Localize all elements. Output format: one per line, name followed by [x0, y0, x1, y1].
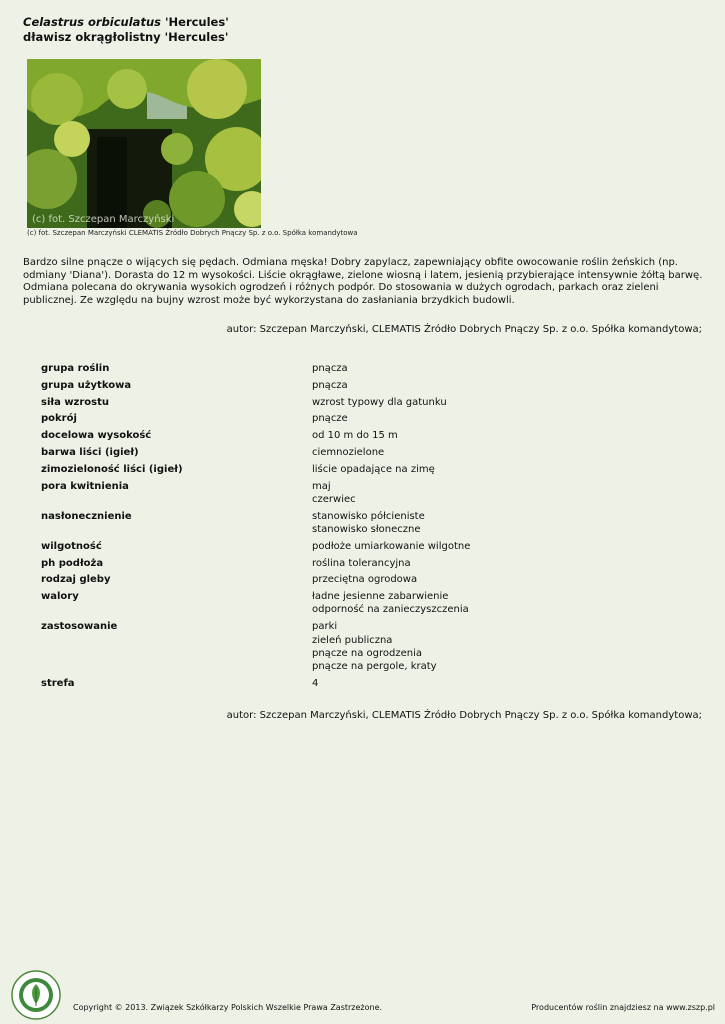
property-label: docelowa wysokość [41, 430, 152, 442]
photo-watermark: (c) fot. Szczepan Marczyński [32, 214, 175, 225]
property-values [312, 446, 384, 459]
property-value: wzrost typowy dla gatunku [312, 396, 447, 408]
properties-table [41, 362, 701, 694]
property-label: rodzaj gleby [41, 574, 111, 586]
property-values [312, 557, 411, 570]
property-values [312, 677, 318, 690]
property-label: zastosowanie [41, 621, 118, 633]
property-label: siła wzrostu [41, 396, 110, 408]
property-row [41, 412, 701, 425]
property-values [312, 590, 469, 617]
property-label: wilgotność [41, 540, 102, 552]
property-value: przeciętna ogrodowa [312, 574, 418, 586]
author-line-top: autor: Szczepan Marczyński, CLEMATIS Źródło Dobrych Pnączy Sp. z o.o. Spółka komandytowa; [226, 324, 702, 335]
property-label: nasłonecznienie [41, 510, 132, 522]
property-value: pnącza [312, 363, 348, 374]
plant-photo [27, 59, 261, 228]
property-row [41, 573, 701, 586]
property-value: pnącze na ogrodzenia [312, 647, 423, 659]
property-value: pnącze [312, 413, 348, 425]
property-value: od 10 m do 15 m [312, 430, 398, 442]
property-values [312, 379, 348, 392]
property-label: ph podłoża [41, 557, 104, 569]
property-value: czerwiec [312, 493, 356, 505]
property-label: barwa liści (igieł) [41, 446, 139, 458]
latin-name: Celastrus orbiculatus [23, 15, 161, 29]
latin-name-line [23, 15, 229, 30]
author-line-bottom: autor: Szczepan Marczyński, CLEMATIS Źródło Dobrych Pnączy Sp. z o.o. Spółka komandytowa; [226, 710, 702, 721]
latin-cultivar: 'Hercules' [165, 15, 229, 29]
property-row [41, 540, 701, 553]
property-label: zimozieloność liści (igieł) [41, 463, 183, 475]
property-value: parki [312, 621, 338, 633]
property-value: stanowisko słoneczne [312, 523, 421, 535]
property-value: pnącza [312, 379, 348, 391]
property-row [41, 429, 701, 442]
property-value: 4 [312, 677, 319, 689]
copyright-text: Copyright © 2013. Związek Szkółkarzy Polskich Wszelkie Prawa Zastrzeżone. [73, 1003, 383, 1012]
property-label: strefa [41, 677, 75, 689]
photo-caption: (c) fot. Szczepan Marczyński CLEMATIS Źródło Dobrych Pnączy Sp. z o.o. Spółka komandytowa [27, 229, 358, 237]
property-values [312, 510, 425, 537]
property-value: roślina tolerancyjna [312, 557, 411, 569]
property-values [312, 362, 348, 375]
property-values [312, 573, 417, 586]
polish-name: dławisz okrągłolistny 'Hercules' [23, 30, 229, 44]
property-label: grupa roślin [41, 363, 110, 374]
property-values [312, 480, 356, 507]
producers-link[interactable]: Producentów roślin znajdziesz na www.zszp.pl [531, 1003, 715, 1012]
property-row [41, 480, 701, 507]
property-row [41, 396, 701, 409]
property-label: pokrój [41, 413, 77, 425]
property-row [41, 463, 701, 476]
property-row [41, 510, 701, 537]
property-value: zieleń publiczna [312, 634, 393, 646]
property-row [41, 557, 701, 570]
property-row [41, 590, 701, 617]
property-value: stanowisko półcieniste [312, 510, 425, 522]
property-values [312, 463, 435, 476]
property-value: podłoże umiarkowanie wilgotne [312, 540, 471, 552]
property-value: pnącze na pergole, kraty [312, 661, 437, 673]
property-value: maj [312, 480, 331, 492]
property-label: pora kwitnienia [41, 480, 129, 492]
property-values [312, 429, 398, 442]
plant-description: Bardzo silne pnącze o wijących się pędach. Odmiana męska! Dobry zapylacz, zapewniający obfite owocowanie roślin żeńskich (np. odmiany 'Diana'). Dorasta do 12 m wysokości. Liście okrągławe, zielone wiosną i latem, jesienią przybierające intensywnie żółtą barwę. Odmiana polecana do okrywania wysokich ogrodzeń i różnych podpór. Do stosowania w dużych ogrodach, parkach oraz zieleni publicznej. Ze względu na bujny wzrost może być wykorzystana do zasłaniania brzydkich budowli. [23, 257, 703, 306]
property-row [41, 379, 701, 392]
property-value: ładne jesienne zabarwienie [312, 591, 449, 603]
property-label: walory [41, 591, 79, 603]
property-value: ciemnozielone [312, 446, 385, 458]
property-row [41, 446, 701, 459]
property-values [312, 412, 348, 425]
property-values [312, 620, 437, 673]
property-row [41, 620, 701, 673]
zszp-logo [11, 970, 61, 1020]
property-row [41, 362, 701, 375]
property-value: liście opadające na zimę [312, 463, 435, 475]
property-row [41, 677, 701, 690]
property-values [312, 396, 447, 409]
property-values [312, 540, 470, 553]
property-label: grupa użytkowa [41, 379, 132, 391]
property-value: odporność na zanieczyszczenia [312, 604, 469, 616]
plant-title [23, 15, 229, 45]
